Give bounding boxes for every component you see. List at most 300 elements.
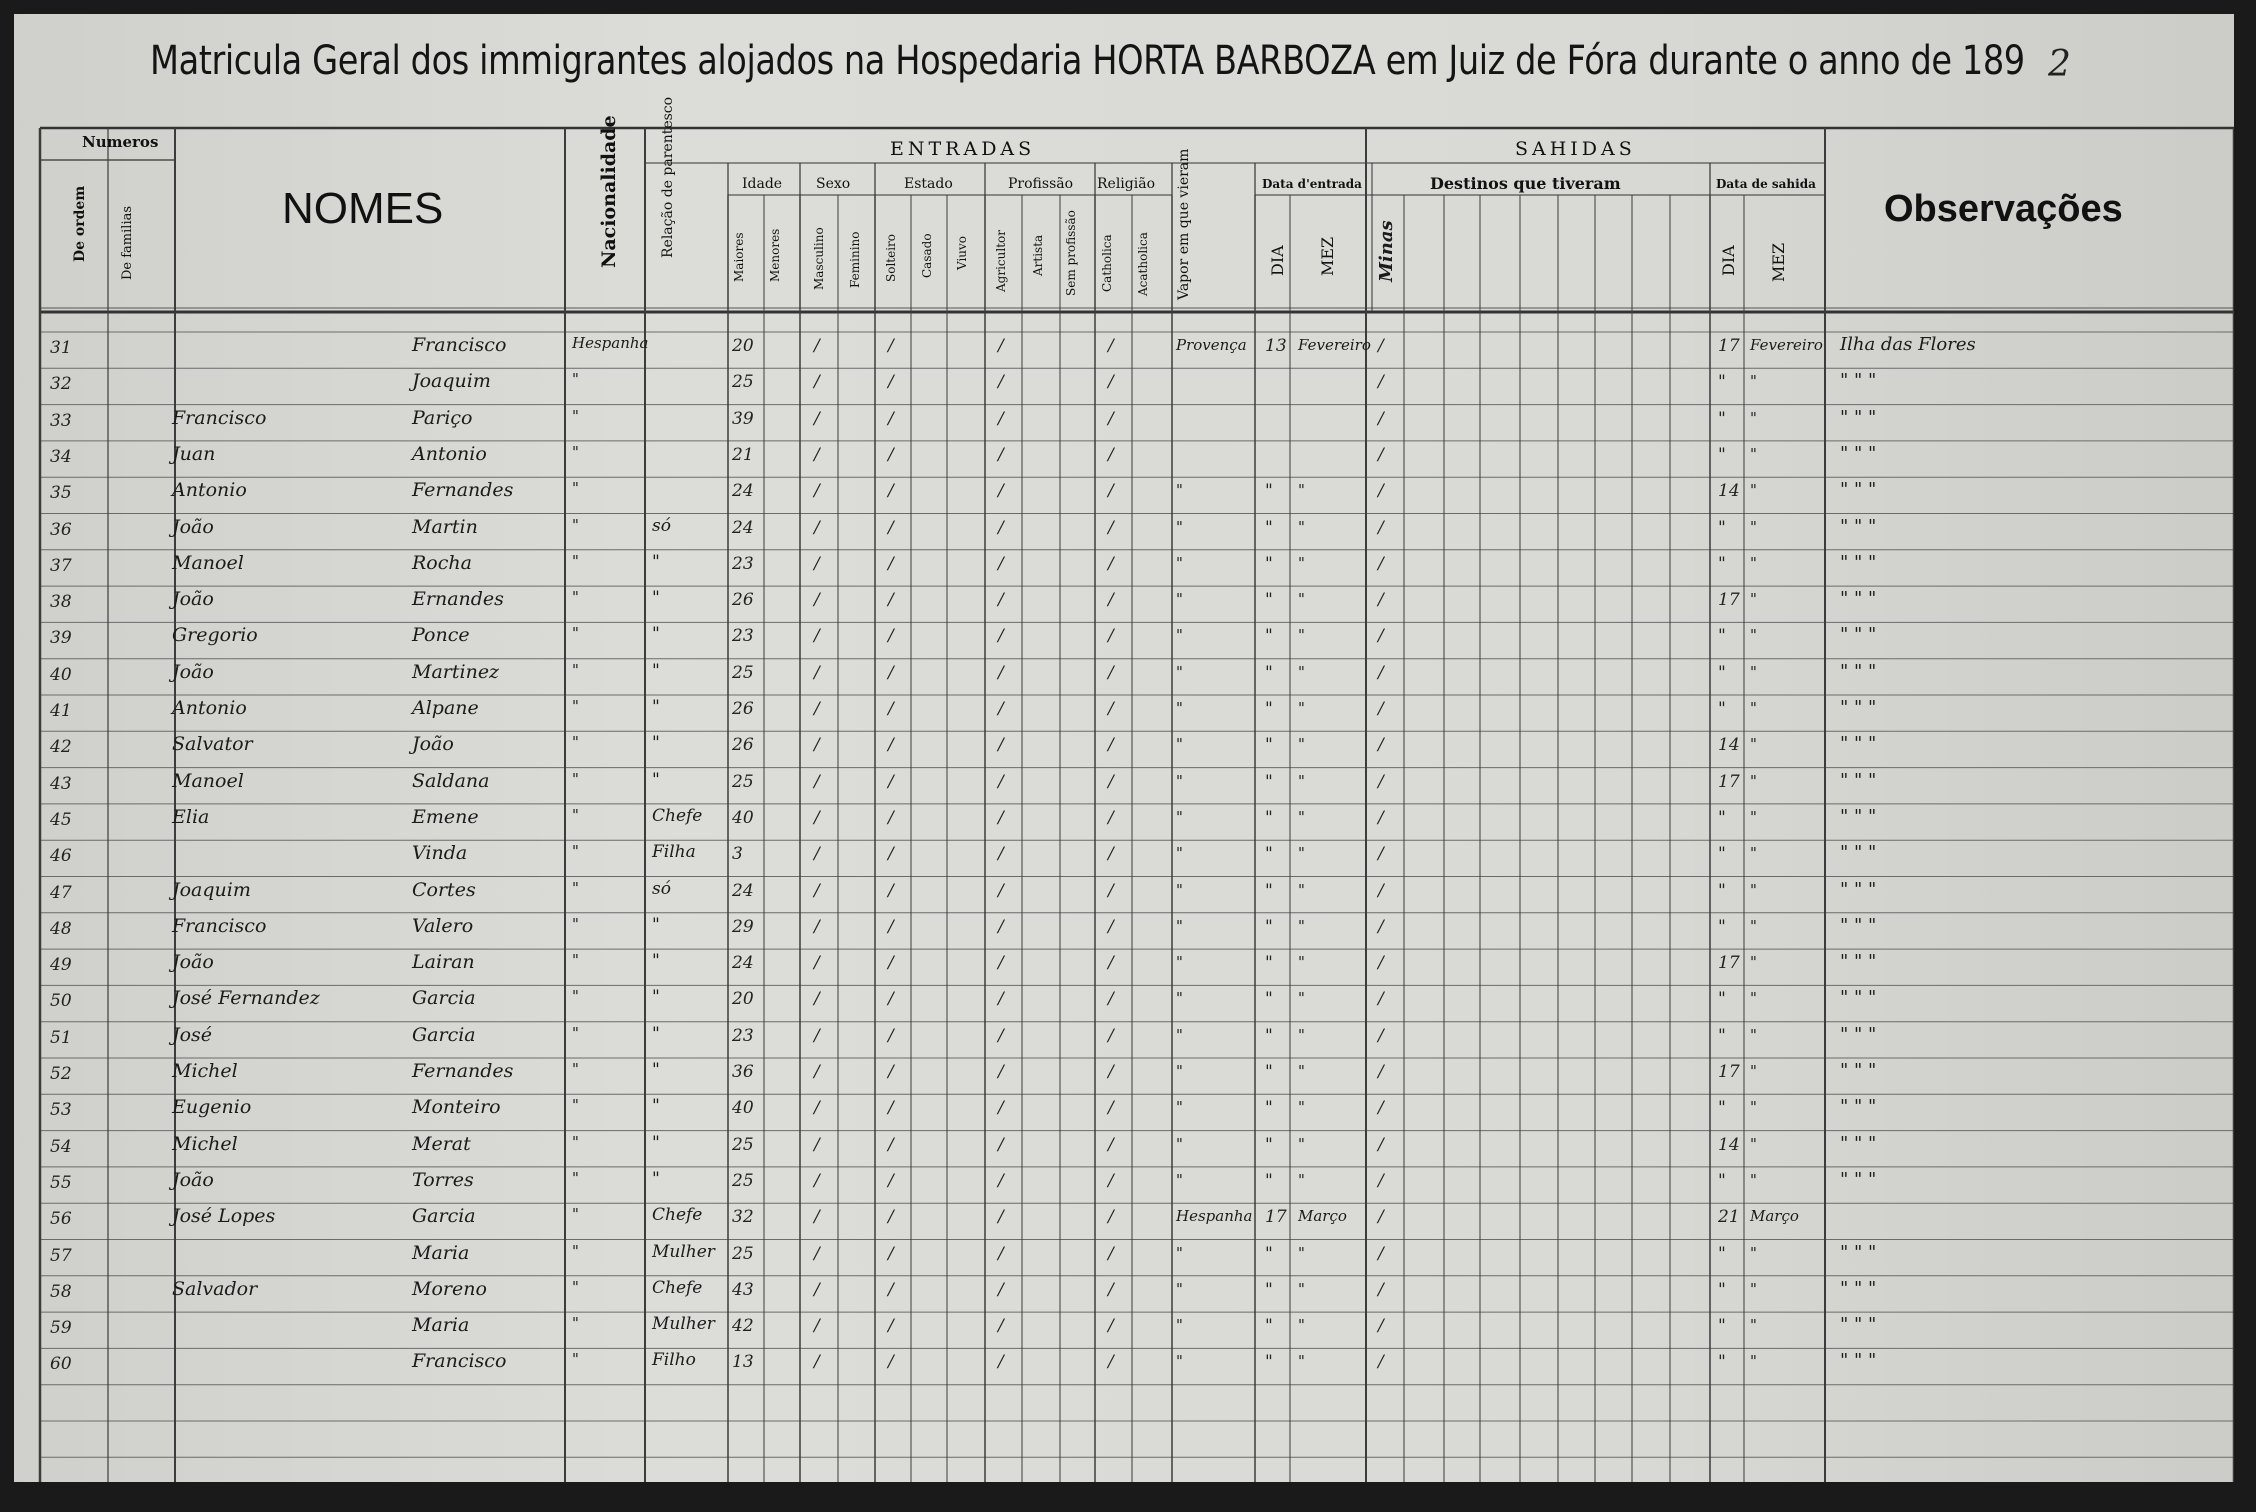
mark-destino: / xyxy=(1378,408,1384,429)
day-in: " xyxy=(1265,1352,1273,1373)
mark-estado: / xyxy=(888,807,894,828)
mark-sexo: / xyxy=(814,1098,820,1119)
nationality: " xyxy=(572,805,579,824)
relation: " xyxy=(652,733,660,754)
mark-sexo: / xyxy=(814,989,820,1010)
header-entradas: ENTRADAS xyxy=(890,138,1036,160)
relation: Filho xyxy=(652,1350,696,1371)
observation: Ilha das Flores xyxy=(1840,334,1976,355)
age: 42 xyxy=(732,1316,754,1337)
observation: " " " xyxy=(1840,370,1877,392)
month-in: " xyxy=(1298,735,1305,754)
nationality: " xyxy=(572,878,579,897)
month-out: " xyxy=(1750,1062,1757,1080)
mark-estado: / xyxy=(888,699,894,719)
relation: " xyxy=(652,1096,660,1117)
observation: " " " xyxy=(1840,1350,1877,1372)
day-out: " xyxy=(1718,1316,1726,1337)
mark-sexo: / xyxy=(814,807,820,828)
day-out: " xyxy=(1718,1243,1726,1264)
first-name: Michel xyxy=(172,1132,238,1155)
observation: " " " xyxy=(1840,1096,1877,1118)
mark-destino: / xyxy=(1378,1316,1384,1337)
day-out: 17 xyxy=(1718,336,1740,356)
nationality: " xyxy=(572,370,579,389)
month-in: " xyxy=(1298,1098,1305,1117)
mark-destino: / xyxy=(1378,844,1384,865)
relation: " xyxy=(652,551,660,572)
nationality: " xyxy=(572,660,579,679)
month-in: " xyxy=(1298,771,1305,790)
row-number: 49 xyxy=(50,955,72,976)
first-name: José Lopes xyxy=(172,1205,276,1228)
nationality: " xyxy=(572,624,579,643)
mark-estado: / xyxy=(888,1025,894,1046)
mark-destino: / xyxy=(1378,1279,1384,1300)
observation: " " " xyxy=(1840,1132,1877,1154)
mark-sexo: / xyxy=(814,771,820,792)
month-out: " xyxy=(1750,408,1757,427)
vapor: " xyxy=(1176,1098,1183,1117)
observation: " " " xyxy=(1840,733,1877,755)
mark-destino: / xyxy=(1378,481,1384,502)
vapor: " xyxy=(1176,953,1183,972)
mark-religiao: / xyxy=(1108,517,1114,538)
mark-sexo: / xyxy=(814,408,820,429)
vapor: " xyxy=(1176,662,1183,681)
first-name: João xyxy=(172,660,214,683)
day-in: " xyxy=(1265,880,1273,901)
observation: " " " xyxy=(1840,442,1877,464)
vapor: " xyxy=(1176,771,1183,790)
first-name: Francisco xyxy=(172,914,267,937)
vapor: " xyxy=(1176,1352,1183,1371)
mark-estado: / xyxy=(888,1098,894,1119)
month-out: " xyxy=(1750,1279,1757,1298)
row-number: 46 xyxy=(50,846,72,867)
header-destinos: Destinos que tiveram xyxy=(1430,174,1621,193)
row-number: 53 xyxy=(50,1100,72,1121)
relation: só xyxy=(652,515,671,536)
day-in: " xyxy=(1265,517,1273,538)
vapor: " xyxy=(1176,1243,1183,1262)
relation: " xyxy=(652,697,660,717)
day-out: " xyxy=(1718,989,1726,1010)
month-in: " xyxy=(1298,1352,1305,1371)
last-name: Pariço xyxy=(412,406,473,429)
day-out: " xyxy=(1718,880,1726,901)
observation: " " " xyxy=(1840,551,1877,573)
mark-sexo: / xyxy=(814,1170,820,1191)
row-number: 42 xyxy=(50,737,72,758)
row-number: 56 xyxy=(50,1209,72,1230)
header-observacoes: Observações xyxy=(1884,188,2123,230)
mark-profissao: / xyxy=(998,408,1004,429)
relation: Mulher xyxy=(652,1241,715,1262)
observation: " " " xyxy=(1840,406,1877,428)
vapor: " xyxy=(1176,517,1183,536)
last-name: Valero xyxy=(412,914,474,937)
row-number: 32 xyxy=(50,374,72,395)
day-out: " xyxy=(1718,807,1726,828)
mark-estado: / xyxy=(888,771,894,792)
day-in: " xyxy=(1265,989,1273,1010)
header-data-sahida: Data de sahida xyxy=(1716,177,1816,191)
mark-profissao: / xyxy=(998,916,1004,937)
mark-estado: / xyxy=(888,626,894,647)
header-sem-profissao: Sem profissão xyxy=(1064,210,1078,296)
mark-sexo: / xyxy=(814,626,820,647)
month-out: " xyxy=(1750,553,1757,572)
mark-destino: / xyxy=(1378,1207,1384,1228)
mark-destino: / xyxy=(1378,590,1384,611)
day-out: 21 xyxy=(1718,1207,1740,1228)
age: 25 xyxy=(732,662,754,683)
nationality: " xyxy=(572,406,579,425)
row-number: 31 xyxy=(50,338,72,358)
observation: " " " xyxy=(1840,515,1877,537)
mark-destino: / xyxy=(1378,989,1384,1010)
mark-religiao: / xyxy=(1108,1134,1114,1155)
row-number: 43 xyxy=(50,773,72,794)
last-name: Rocha xyxy=(412,551,472,574)
day-out: " xyxy=(1718,1025,1726,1046)
first-name: Salvator xyxy=(172,733,253,756)
header-numeros: Numeros xyxy=(82,133,159,151)
mark-profissao: / xyxy=(998,880,1004,901)
month-out: " xyxy=(1750,1170,1757,1189)
header-profissao: Profissão xyxy=(1008,176,1074,192)
age: 43 xyxy=(732,1279,754,1300)
last-name: Francisco xyxy=(412,334,507,356)
observation: " " " xyxy=(1840,987,1877,1009)
mark-religiao: / xyxy=(1108,699,1114,719)
mark-sexo: / xyxy=(814,517,820,538)
nationality: " xyxy=(572,1277,579,1296)
mark-religiao: / xyxy=(1108,735,1114,756)
header-destino-minas: Minas xyxy=(1376,220,1397,282)
mark-sexo: / xyxy=(814,1316,820,1337)
header-feminino: Feminino xyxy=(848,231,862,288)
header-maiores: Maiores xyxy=(732,232,746,282)
header-agricultor: Agricultor xyxy=(994,230,1008,292)
day-in: " xyxy=(1265,590,1273,611)
row-number: 39 xyxy=(50,628,72,649)
age: 21 xyxy=(732,444,754,465)
mark-profissao: / xyxy=(998,662,1004,683)
vapor: " xyxy=(1176,1062,1183,1080)
day-out: 14 xyxy=(1718,481,1740,502)
day-in: " xyxy=(1265,1243,1273,1264)
mark-religiao: / xyxy=(1108,408,1114,429)
observation: " " " xyxy=(1840,769,1877,791)
age: 24 xyxy=(732,953,754,974)
nationality: " xyxy=(572,1168,579,1187)
last-name: Garcia xyxy=(412,1205,476,1228)
observation: " " " xyxy=(1840,951,1877,973)
mark-religiao: / xyxy=(1108,880,1114,901)
row-number: 40 xyxy=(50,664,72,685)
mark-destino: / xyxy=(1378,336,1384,356)
last-name: Emene xyxy=(412,805,479,828)
mark-profissao: / xyxy=(998,626,1004,647)
month-in: " xyxy=(1298,916,1305,935)
last-name: Martinez xyxy=(412,660,500,683)
mark-religiao: / xyxy=(1108,1243,1114,1264)
header-de-ordem: De ordem xyxy=(72,185,88,262)
header-data-entrada: Data d'entrada xyxy=(1262,177,1362,191)
age: 26 xyxy=(732,699,754,719)
row-number: 52 xyxy=(50,1064,72,1084)
mark-sexo: / xyxy=(814,1243,820,1264)
mark-destino: / xyxy=(1378,1243,1384,1264)
month-out: " xyxy=(1750,1134,1757,1153)
month-out: " xyxy=(1750,1098,1757,1117)
mark-sexo: / xyxy=(814,1025,820,1046)
age: 25 xyxy=(732,1243,754,1264)
day-in: " xyxy=(1265,1062,1273,1082)
relation: " xyxy=(652,1132,660,1153)
first-name: João xyxy=(172,515,214,538)
age: 40 xyxy=(732,807,754,828)
observation: " " " xyxy=(1840,588,1877,610)
mark-profissao: / xyxy=(998,1243,1004,1264)
mark-sexo: / xyxy=(814,444,820,465)
mark-estado: / xyxy=(888,1316,894,1337)
age: 24 xyxy=(732,880,754,901)
day-out: 17 xyxy=(1718,590,1740,611)
header-artista: Artista xyxy=(1031,234,1045,276)
mark-estado: / xyxy=(888,1279,894,1300)
observation: " " " xyxy=(1840,1314,1877,1336)
nationality: " xyxy=(572,442,579,461)
mark-destino: / xyxy=(1378,699,1384,719)
mark-estado: / xyxy=(888,408,894,429)
mark-estado: / xyxy=(888,1243,894,1264)
day-in: " xyxy=(1265,844,1273,865)
first-name: José Fernandez xyxy=(172,987,320,1010)
day-out: " xyxy=(1718,1098,1726,1119)
mark-estado: / xyxy=(888,444,894,465)
mark-estado: / xyxy=(888,553,894,574)
month-in: " xyxy=(1298,1025,1305,1044)
row-number: 50 xyxy=(50,991,72,1012)
title-year-handwritten: 2 xyxy=(2048,44,2071,85)
mark-destino: / xyxy=(1378,1134,1384,1155)
row-number: 33 xyxy=(50,410,72,431)
mark-destino: / xyxy=(1378,444,1384,465)
mark-destino: / xyxy=(1378,1062,1384,1082)
header-vapor: Vapor em que vieram xyxy=(1176,148,1192,300)
mark-religiao: / xyxy=(1108,1170,1114,1191)
relation: " xyxy=(652,769,660,790)
last-name: Saldana xyxy=(412,769,490,792)
mark-estado: / xyxy=(888,916,894,937)
vapor: " xyxy=(1176,1316,1183,1335)
mark-profissao: / xyxy=(998,590,1004,611)
mark-profissao: / xyxy=(998,1062,1004,1082)
mark-profissao: / xyxy=(998,771,1004,792)
age: 25 xyxy=(732,372,754,393)
header-nacionalidade: Nacionalidade xyxy=(598,115,620,268)
mark-religiao: / xyxy=(1108,1098,1114,1119)
day-in: " xyxy=(1265,807,1273,828)
day-in: " xyxy=(1265,662,1273,683)
month-in: " xyxy=(1298,880,1305,899)
mark-religiao: / xyxy=(1108,444,1114,465)
month-out: Março xyxy=(1750,1207,1799,1226)
observation: " " " xyxy=(1840,842,1877,864)
mark-profissao: / xyxy=(998,1316,1004,1337)
day-in: " xyxy=(1265,1279,1273,1300)
observation: " " " xyxy=(1840,1241,1877,1263)
relation: " xyxy=(652,1023,660,1044)
mark-religiao: / xyxy=(1108,1062,1114,1082)
row-number: 36 xyxy=(50,519,72,540)
mark-destino: / xyxy=(1378,735,1384,756)
mark-estado: / xyxy=(888,953,894,974)
month-out: " xyxy=(1750,1243,1757,1262)
first-name: Antonio xyxy=(172,479,247,502)
nationality: Hespanha xyxy=(572,334,649,352)
mark-religiao: / xyxy=(1108,336,1114,356)
observation: " " " xyxy=(1840,660,1877,682)
age: 3 xyxy=(732,844,743,865)
month-out: " xyxy=(1750,880,1757,899)
mark-profissao: / xyxy=(998,1352,1004,1373)
row-number: 35 xyxy=(50,483,72,504)
mark-destino: / xyxy=(1378,771,1384,792)
header-estado: Estado xyxy=(904,176,953,192)
day-in: " xyxy=(1265,699,1273,719)
mark-profissao: / xyxy=(998,699,1004,719)
day-out: 17 xyxy=(1718,1062,1740,1082)
mark-religiao: / xyxy=(1108,953,1114,974)
month-out: " xyxy=(1750,1025,1757,1044)
day-out: " xyxy=(1718,626,1726,647)
month-out: " xyxy=(1750,517,1757,536)
month-in: " xyxy=(1298,626,1305,645)
month-out: " xyxy=(1750,916,1757,935)
nationality: " xyxy=(572,588,579,607)
mark-religiao: / xyxy=(1108,1279,1114,1300)
day-in: " xyxy=(1265,1170,1273,1191)
day-out: 14 xyxy=(1718,1134,1740,1155)
first-name: João xyxy=(172,951,214,974)
mark-sexo: / xyxy=(814,880,820,901)
mark-profissao: / xyxy=(998,1025,1004,1046)
nationality: " xyxy=(572,551,579,570)
month-out: " xyxy=(1750,844,1757,863)
month-in: " xyxy=(1298,699,1305,717)
first-name: José xyxy=(172,1023,213,1046)
observation: " " " xyxy=(1840,1023,1877,1045)
mark-destino: / xyxy=(1378,517,1384,538)
relation: " xyxy=(652,1168,660,1189)
vapor: " xyxy=(1176,626,1183,645)
header-religiao: Religião xyxy=(1097,176,1155,192)
vapor: " xyxy=(1176,590,1183,609)
mark-sexo: / xyxy=(814,1062,820,1082)
nationality: " xyxy=(572,515,579,534)
header-mez-entrada: MEZ xyxy=(1318,236,1337,276)
day-out: " xyxy=(1718,1170,1726,1191)
header-idade: Idade xyxy=(742,176,783,192)
last-name: Torres xyxy=(412,1168,474,1191)
mark-sexo: / xyxy=(814,336,820,356)
vapor: " xyxy=(1176,1025,1183,1044)
observation: " " " xyxy=(1840,1277,1877,1299)
mark-profissao: / xyxy=(998,1170,1004,1191)
last-name: Joaquim xyxy=(412,370,491,393)
row-number: 45 xyxy=(50,809,72,830)
mark-sexo: / xyxy=(814,372,820,393)
age: 39 xyxy=(732,408,754,429)
relation: Chefe xyxy=(652,1277,703,1298)
first-name: Manoel xyxy=(172,551,244,574)
last-name: Moreno xyxy=(412,1277,487,1300)
month-out: " xyxy=(1750,372,1757,391)
day-out: " xyxy=(1718,517,1726,538)
page-title: Matricula Geral dos immigrantes alojados na Hospedaria HORTA BARBOZA em Juiz de Fóra durante o anno de 189 xyxy=(150,38,2025,84)
last-name: Maria xyxy=(412,1314,470,1337)
month-in: " xyxy=(1298,517,1305,536)
month-in: " xyxy=(1298,953,1305,972)
nationality: " xyxy=(572,1096,579,1115)
month-out: " xyxy=(1750,1316,1757,1335)
day-in: " xyxy=(1265,1134,1273,1155)
age: 13 xyxy=(732,1352,754,1373)
day-in: " xyxy=(1265,735,1273,756)
mark-profissao: / xyxy=(998,517,1004,538)
month-in: " xyxy=(1298,1279,1305,1298)
last-name: Antonio xyxy=(412,442,487,465)
mark-religiao: / xyxy=(1108,590,1114,611)
row-number: 48 xyxy=(50,918,72,939)
month-in: Fevereiro xyxy=(1298,336,1371,354)
observation: " " " xyxy=(1840,805,1877,827)
vapor: " xyxy=(1176,1279,1183,1298)
header-solteiro: Solteiro xyxy=(884,233,898,282)
vapor: " xyxy=(1176,844,1183,863)
mark-profissao: / xyxy=(998,1098,1004,1119)
mark-profissao: / xyxy=(998,1279,1004,1300)
age: 24 xyxy=(732,481,754,502)
age: 20 xyxy=(732,989,754,1010)
mark-destino: / xyxy=(1378,880,1384,901)
last-name: João xyxy=(412,733,454,756)
day-out: " xyxy=(1718,1279,1726,1300)
last-name: Vinda xyxy=(412,842,468,865)
vapor: Provença xyxy=(1176,336,1247,354)
first-name: Juan xyxy=(172,442,216,465)
nationality: " xyxy=(572,951,579,970)
relation: " xyxy=(652,987,660,1008)
month-out: " xyxy=(1750,626,1757,645)
observation: " " " xyxy=(1840,914,1877,936)
last-name: Maria xyxy=(412,1241,470,1264)
mark-sexo: / xyxy=(814,1279,820,1300)
last-name: Monteiro xyxy=(412,1096,501,1119)
month-in: " xyxy=(1298,1062,1305,1080)
mark-profissao: / xyxy=(998,336,1004,356)
nationality: " xyxy=(572,987,579,1006)
day-in: 13 xyxy=(1265,336,1287,356)
mark-sexo: / xyxy=(814,735,820,756)
last-name: Lairan xyxy=(412,951,475,974)
first-name: Gregorio xyxy=(172,624,258,647)
mark-profissao: / xyxy=(998,553,1004,574)
